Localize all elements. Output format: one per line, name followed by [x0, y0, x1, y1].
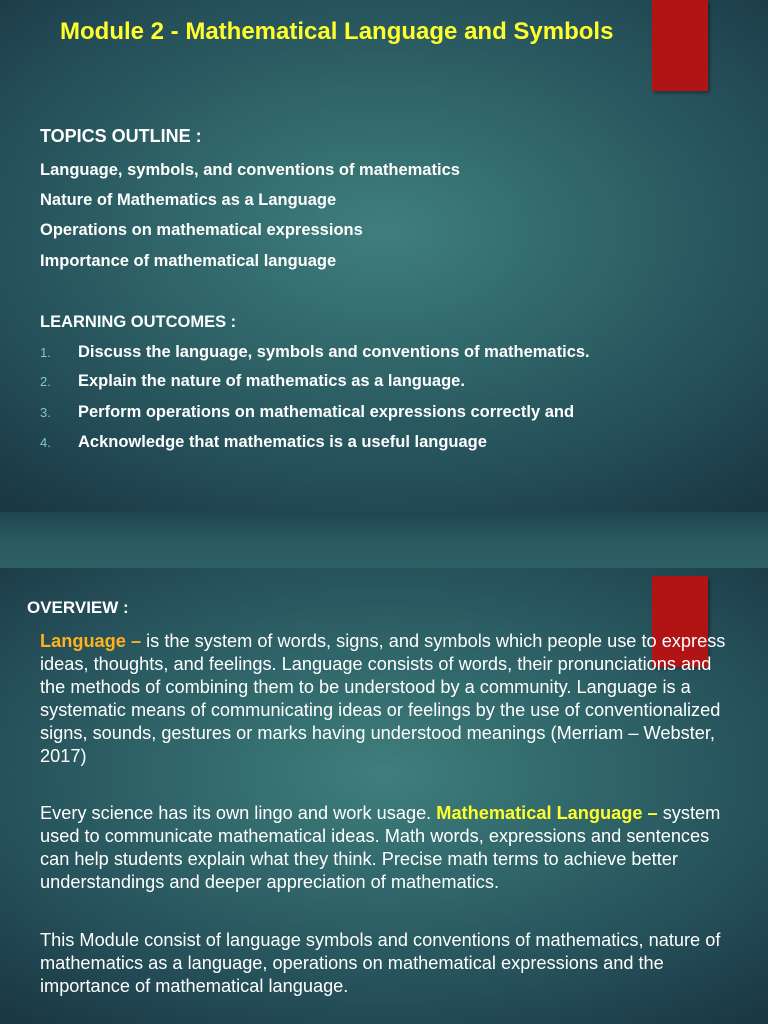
- topic-item: Language, symbols, and conventions of mathematics: [40, 161, 460, 179]
- learning-outcomes-heading: LEARNING OUTCOMES :: [40, 313, 237, 331]
- slide-title: Module 2 - Mathematical Language and Symbols: [60, 18, 614, 45]
- language-definition-text: is the system of words, signs, and symbols which people use to express ideas, thoughts, and feelings. Language consists of words, their pronunciations and the methods of combining them to be understood by a community. Language is a systematic means of communicating ideas or feelings by the use of conventionalized signs, sounds, gestures or marks having understood meanings (Merriam – Webster, 2017): [40, 631, 726, 766]
- topic-item: Operations on mathematical expressions: [40, 221, 363, 239]
- outcome-item: [40, 403, 574, 422]
- overview-heading: OVERVIEW :: [27, 598, 129, 617]
- outcome-text: Discuss the language, symbols and conventions of mathematics.: [78, 343, 590, 361]
- topic-item: Nature of Mathematics as a Language: [40, 191, 337, 209]
- math-language-lead: Every science has its own lingo and work usage.: [40, 803, 437, 823]
- outcome-number: 2.: [40, 374, 51, 389]
- outcome-item: [40, 372, 465, 391]
- slide-overview: [0, 568, 768, 1024]
- outcome-text: Acknowledge that mathematics is a useful language: [78, 433, 487, 451]
- outcome-text: Perform operations on mathematical expressions correctly and: [78, 403, 575, 421]
- slide-separator: [0, 512, 768, 568]
- outcome-number: 1.: [40, 345, 51, 360]
- outcome-number: 3.: [40, 405, 51, 420]
- outcome-number: 4.: [40, 435, 51, 450]
- topics-outline-heading: TOPICS OUTLINE :: [40, 126, 202, 146]
- outcome-item: [40, 343, 590, 362]
- math-language-paragraph: [40, 802, 730, 894]
- language-dash: –: [125, 631, 147, 651]
- red-accent-tab: [652, 0, 708, 91]
- language-term: Language: [40, 631, 126, 651]
- outcome-text: Explain the nature of mathematics as a language.: [78, 372, 465, 390]
- math-language-term: Mathematical Language –: [436, 803, 658, 823]
- module-summary-paragraph: This Module consist of language symbols and conventions of mathematics, nature of mathematics as a language, operations on mathematical expressions and the importance of mathematical language.: [40, 930, 721, 996]
- language-definition-paragraph: [40, 630, 730, 768]
- topic-item: Importance of mathematical language: [40, 252, 337, 270]
- outcome-item: [40, 433, 487, 452]
- math-language-text: system used to communicate mathematical ideas. Math words, expressions and sentences can help students explain what they think. Precise math terms to achieve better understandings and deeper appreciation of mathematics.: [40, 803, 721, 892]
